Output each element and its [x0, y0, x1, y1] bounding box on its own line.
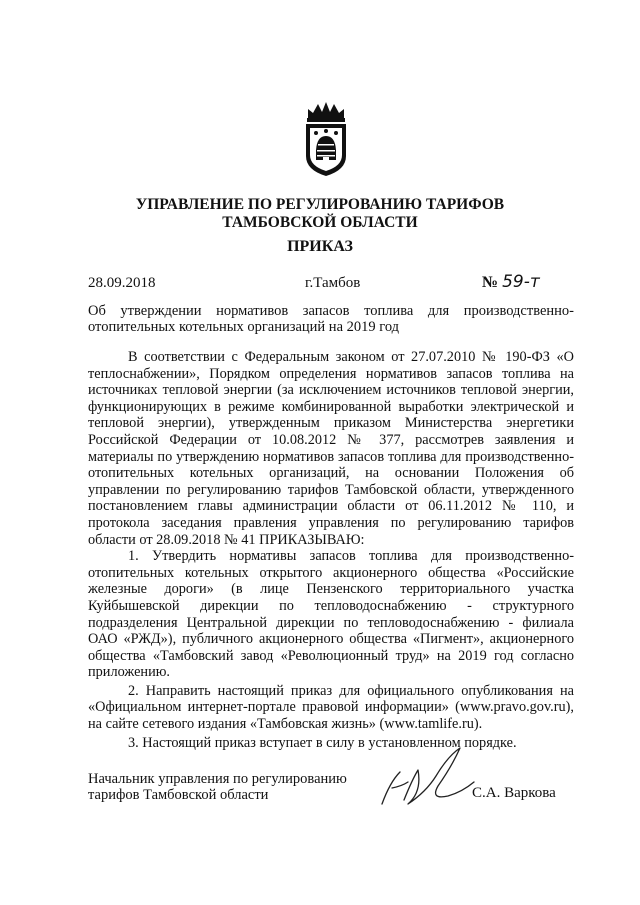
signer-position — [88, 771, 368, 803]
organization-name-line1: УПРАВЛЕНИЕ ПО РЕГУЛИРОВАНИЮ ТАРИФОВ — [135, 196, 505, 213]
order-date: 28.09.2018 — [88, 275, 156, 291]
organization-name — [0, 196, 640, 232]
coat-of-arms-icon — [300, 100, 352, 178]
order-number-value: 59-т — [502, 272, 540, 292]
order-number — [482, 272, 540, 292]
order-item-1: 1. Утвердить нормативы запасов топлива для производственно-отопительных котельных открытого акционерного общества «Российские железные дороги» (в лице Пензенского территориального участка Куйбышевской дирекции по тепловодоснабжению - структурного подразделения Центральной дирекции по тепловодоснабжению - филиала ОАО «РЖД»), публичного акционерного общества «Пигмент», акционерного общества «Тамбовский завод «Революционный труд» на 2019 год согласно приложению. — [88, 548, 574, 681]
handwritten-signature — [378, 742, 478, 812]
order-body — [88, 349, 574, 751]
order-item-3: 3. Настоящий приказ вступает в силу в установленном порядке. — [128, 734, 517, 751]
order-number-prefix: № — [482, 274, 499, 291]
document-type: ПРИКАЗ — [287, 238, 353, 255]
signer-name: С.А. Варкова — [472, 785, 556, 801]
order-subject: Об утверждении нормативов запасов топлива для производственно-отопительных котельных организаций на 2019 год — [88, 303, 574, 335]
order-city: г.Тамбов — [305, 275, 361, 291]
organization-name-line2: ТАМБОВСКОЙ ОБЛАСТИ — [222, 214, 418, 231]
order-item-2: 2. Направить настоящий приказ для официального опубликования на «Официальном интернет-портале правовой информации» (www.pravo.gov.ru), на сайте сетевого издания «Тамбовская жизнь» (www.tamlife.ru). — [88, 682, 574, 733]
signer-position-line1: Начальник управления по регулированию — [88, 771, 347, 787]
preamble-paragraph: В соответствии с Федеральным законом от 27.07.2010 № 190-ФЗ «О теплоснабжении», Порядком определения нормативов запасов топлива на источниках тепловой энергии (за исключением источников тепловой энергии, функционирующих в режиме комбинированной выработки электрической и тепловой энергии), утвержденным приказом Министерства энергетики Российской Федерации от 10.08.2012 № 377, рассмотрев заявления и материалы по утверждению нормативов запасов топлива для производственно-отопительных котельных организаций, на основании Положения об управлении по регулированию тарифов Тамбовской области, утвержденного постановлением главы администрации области от 06.11.2012 № 110, и протокола заседания правления управления по регулированию тарифов области от 28.09.2018 № 41 ПРИКАЗЫВАЮ: — [88, 349, 574, 548]
signer-position-line2: тарифов Тамбовской области — [88, 787, 269, 803]
